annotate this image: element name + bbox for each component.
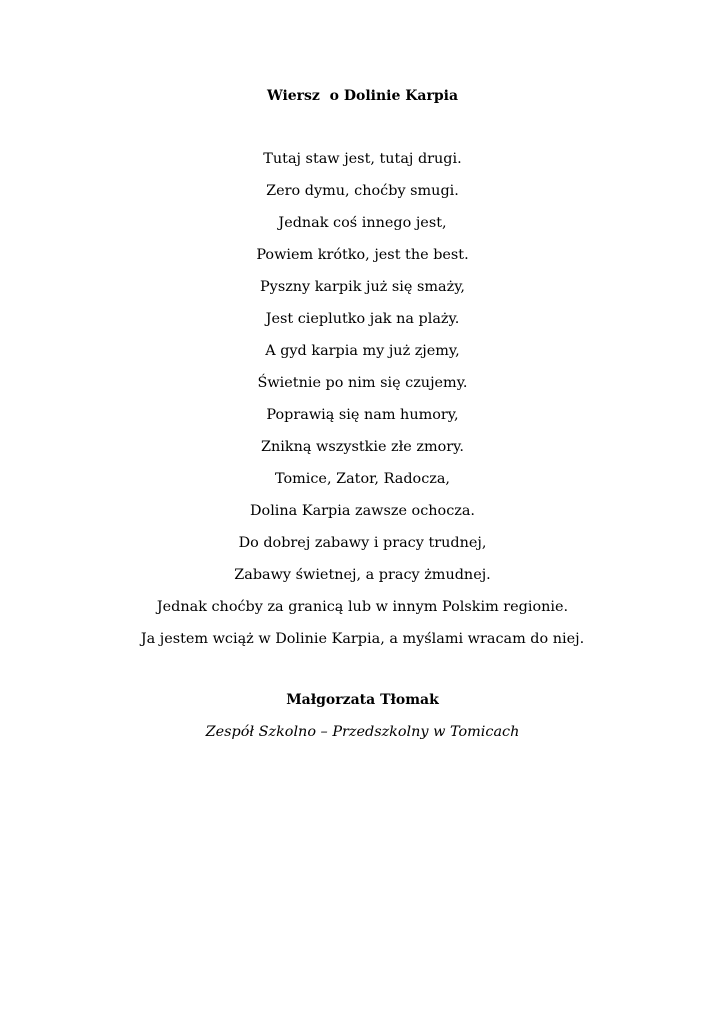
poem-line: Dolina Karpia zawsze ochocza. — [250, 503, 475, 519]
poem-line: Powiem krótko, jest the best. — [256, 247, 469, 263]
poem-line: Tutaj staw jest, tutaj drugi. — [263, 151, 462, 167]
poem-line: Poprawią się nam humory, — [266, 407, 459, 423]
author-name: Małgorzata Tłomak — [286, 692, 439, 708]
poem-line: Jednak choćby za granicą lub w innym Polskim regionie. — [156, 599, 569, 615]
poem-title: Wiersz o Dolinie Karpia — [266, 88, 459, 104]
poem-line: A gyd karpia my już zjemy, — [265, 343, 460, 359]
school-name: Zespół Szkolno – Przedszkolny w Tomicach — [205, 724, 520, 740]
poem-line: Świetnie po nim się czujemy. — [257, 375, 468, 391]
poem-body — [0, 148, 725, 660]
poem-line: Jednak coś innego jest, — [278, 215, 447, 231]
poem-line: Zabawy świetnej, a pracy żmudnej. — [234, 567, 491, 583]
poem-line: Pyszny karpik już się smaży, — [260, 279, 465, 295]
poem-line: Znikną wszystkie złe zmory. — [261, 439, 464, 455]
poem-line: Do dobrej zabawy i pracy trudnej, — [238, 535, 487, 551]
poem-line: Ja jestem wciąż w Dolinie Karpia, a myślami wracam do niej. — [140, 631, 585, 647]
poem-line: Zero dymu, choćby smugi. — [266, 183, 459, 199]
poem-line: Tomice, Zator, Radocza, — [274, 471, 450, 487]
poem-line: Jest cieplutko jak na plaży. — [265, 311, 460, 327]
